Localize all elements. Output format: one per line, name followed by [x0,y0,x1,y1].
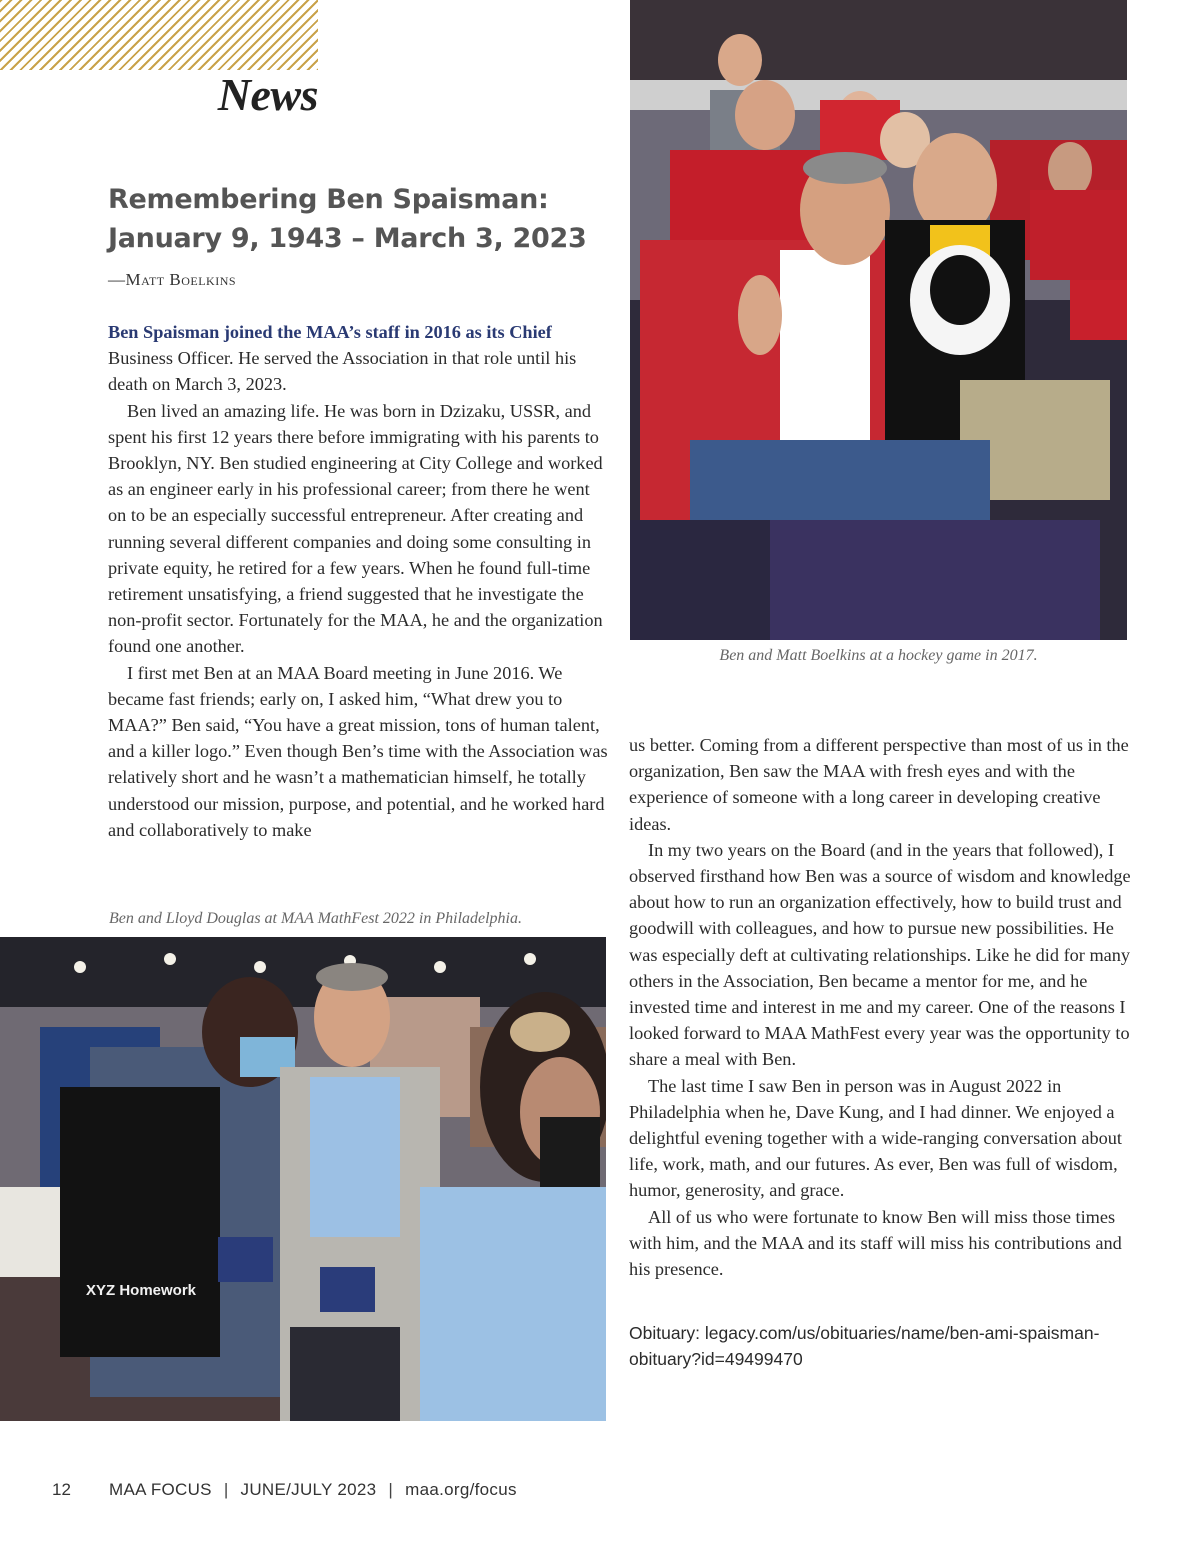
footer-separator: | [223,1480,229,1499]
section-label: News [217,69,318,120]
footer-separator: | [388,1480,394,1499]
article-column-left [108,319,608,843]
issue-date: JUNE/JULY 2023 [240,1480,377,1499]
article-title [108,180,598,258]
footer-url[interactable]: maa.org/focus [405,1480,517,1499]
page-footer [0,1480,1200,1506]
article-column-right [629,732,1131,1282]
footer-publication-line [109,1480,517,1500]
mathfest-photo [0,937,606,1421]
paragraph-4: In my two years on the Board (and in the years that followed), I observed firsthand how Ben was a source of wisdom and knowledge about how to run an organization effectively, how to build trust and goodwill with colleagues, and how to pursue new possibilities. He was especially deft at cultivating relationships. Like he did for many others in the Association, Ben became a mentor for me, and he invested time and interest in me and my career. One of the reasons I looked forward to MAA MathFest every year was the opportunity to share a meal with Ben. [629,839,1131,1070]
mathfest-photo-caption: Ben and Lloyd Douglas at MAA MathFest 2022 in Philadelphia. [109,910,522,927]
paragraph-1-text: Business Officer. He served the Association in that role until his death on March 3, 2023. [108,348,577,395]
page-number: 12 [52,1480,71,1499]
paragraph-3-continued: us better. Coming from a different perspective than most of us in the organization, Ben saw the MAA with fresh eyes and with the experience of someone with a long career in developing creative ideas. [629,735,1129,834]
hockey-game-photo [630,0,1127,640]
paragraph-5: The last time I saw Ben in person was in August 2022 in Philadelphia when he, Dave Kung, and I had dinner. We enjoyed a delightful evening together with a wide-ranging conversation about life, work, math, and our futures. As ever, Ben was full of wisdom, humor, generosity, and grace. [629,1075,1122,1201]
hockey-photo-caption: Ben and Matt Boelkins at a hockey game in 2017. [719,647,1038,664]
paragraph-1 [108,319,608,398]
byline: —Matt Boelkins [108,270,237,289]
publication-name: MAA FOCUS [109,1480,212,1499]
title-line-1: Remembering Ben Spaisman: [108,184,549,215]
paragraph-3-start: I first met Ben at an MAA Board meeting in June 2016. We became fast friends; early on, I asked him, “What drew you to MAA?” Ben said, “You have a great mission, tons of human talent, and a killer logo.” Even though Ben’s time with the Association was relatively short and he wasn’t a mathematician himself, he totally understood our mission, purpose, and potential, and he worked hard and collaboratively to make [108,662,608,840]
obituary-link[interactable]: Obituary: legacy.com/us/obituaries/name/ben-ami-spaisman-obituary?id=49499470 [629,1323,1100,1369]
title-line-2: January 9, 1943 – March 3, 2023 [108,223,587,254]
paragraph-6: All of us who were fortunate to know Ben will miss those times with him, and the MAA and its staff will miss his contributions and his presence. [629,1206,1122,1280]
bag-text: XYZ Homework [86,1282,197,1299]
paragraph-2: Ben lived an amazing life. He was born in Dzizaku, USSR, and spent his first 12 years there before immigrating with his parents to Brooklyn, NY. Ben studied engineering at City College and worked as an engineer early in his professional career; from there he went on to be an especially successful entrepreneur. After creating and running several different companies and doing some consulting in private equity, he retired for a few years. When he found full-time retirement unsatisfying, a friend suggested that he investigate the non-profit sector. Fortunately for the MAA, he and the organization found one another. [108,400,603,657]
lead-in: Ben Spaisman joined the MAA’s staff in 2016 as its Chief [108,322,552,342]
decorative-stripes [0,0,318,70]
